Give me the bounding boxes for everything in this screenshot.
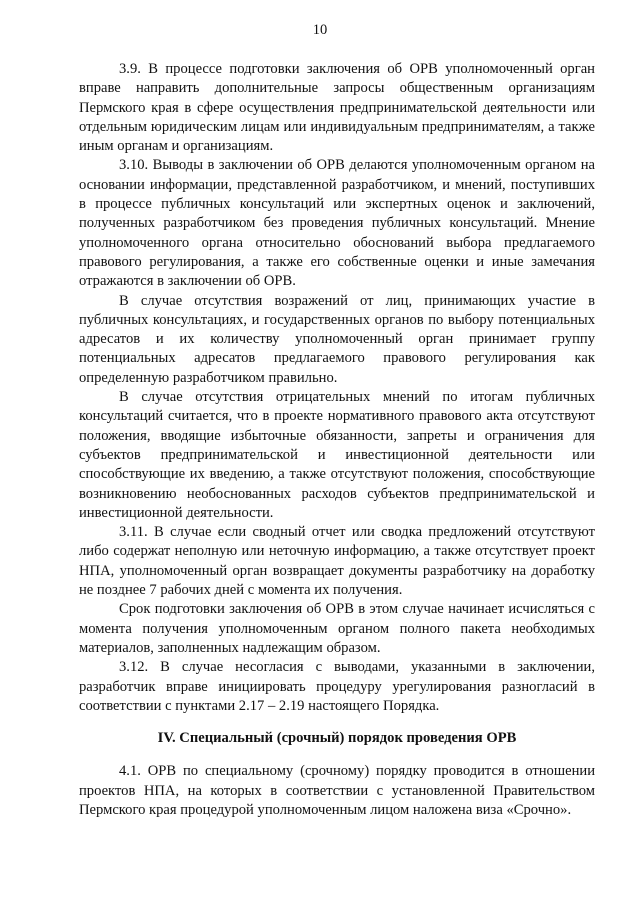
paragraph-4-1: 4.1. ОРВ по специальному (срочному) порядку проводится в отношении проектов НПА, на которых в соответствии с установленной Правительством Пермского края процедурой уполномоченным лицом наложена виза «Срочно». (79, 763, 595, 818)
paragraph-3-12: 3.12. В случае несогласия с выводами, указанными в заключении, разработчик вправе инициировать процедуру урегулирования разногласий в соответствии с пунктами 2.17 – 2.19 настоящего Порядка. (79, 659, 595, 714)
page-number: 10 (312, 22, 328, 38)
paragraph-3-11: 3.11. В случае если сводный отчет или сводка предложений отсутствуют либо содержат неполную или неточную информацию, а также отсутствует проект НПА, уполномоченный орган возвращает документы разработчику на доработку не позднее 7 рабочих дней с момента их получения. (79, 524, 595, 599)
paragraph-3-11-deadline: Срок подготовки заключения об ОРВ в этом случае начинает исчисляться с момента получения уполномоченным органом полного пакета необходимых материалов, заполненных надлежащим образом. (79, 601, 595, 656)
paragraph-3-10: 3.10. Выводы в заключении об ОРВ делаются уполномоченным органом на основании информации, представленной разработчиком, и мнений, поступивших в процессе публичных консультаций или экспертных оценок и заключений, полученных разработчиком без проведения публичных консультаций. Мнение уполномоченного органа относительно обоснований выбора предлагаемого правового регулирования, а также его собственные оценки и иные замечания отражаются в заключении об ОРВ. (79, 157, 595, 290)
document-body (79, 60, 595, 820)
paragraph-3-10-no-negative-opinions: В случае отсутствия отрицательных мнений по итогам публичных консультаций считается, что в проекте нормативного правового акта отсутствуют положения, вводящие избыточные обязанности, запреты и ограничения для субъектов предпринимательской и инвестиционной деятельности или способствующие их введению, а также отсутствуют положения, способствующие возникновению необоснованных расходов субъектов предпринимательской и инвестиционной деятельности. (79, 389, 595, 521)
paragraph-3-10-no-objections: В случае отсутствия возражений от лиц, принимающих участие в публичных консультациях, и государственных органов по выбору потенциальных адресатов и их количеству уполномоченный орган принимает группу потенциальных адресатов предлагаемого правового регулирования как определенную разработчиком правильно. (79, 292, 595, 386)
paragraph-3-9: 3.9. В процессе подготовки заключения об ОРВ уполномоченный орган вправе направить дополнительные запросы общественным организациям Пермского края в сфере осуществления предпринимательской деятельности или отдельным юридическим лицам или индивидуальным предпринимателям, а также иным органам и организациям. (79, 61, 595, 155)
section-heading: IV. Специальный (срочный) порядок проведения ОРВ (157, 730, 517, 747)
